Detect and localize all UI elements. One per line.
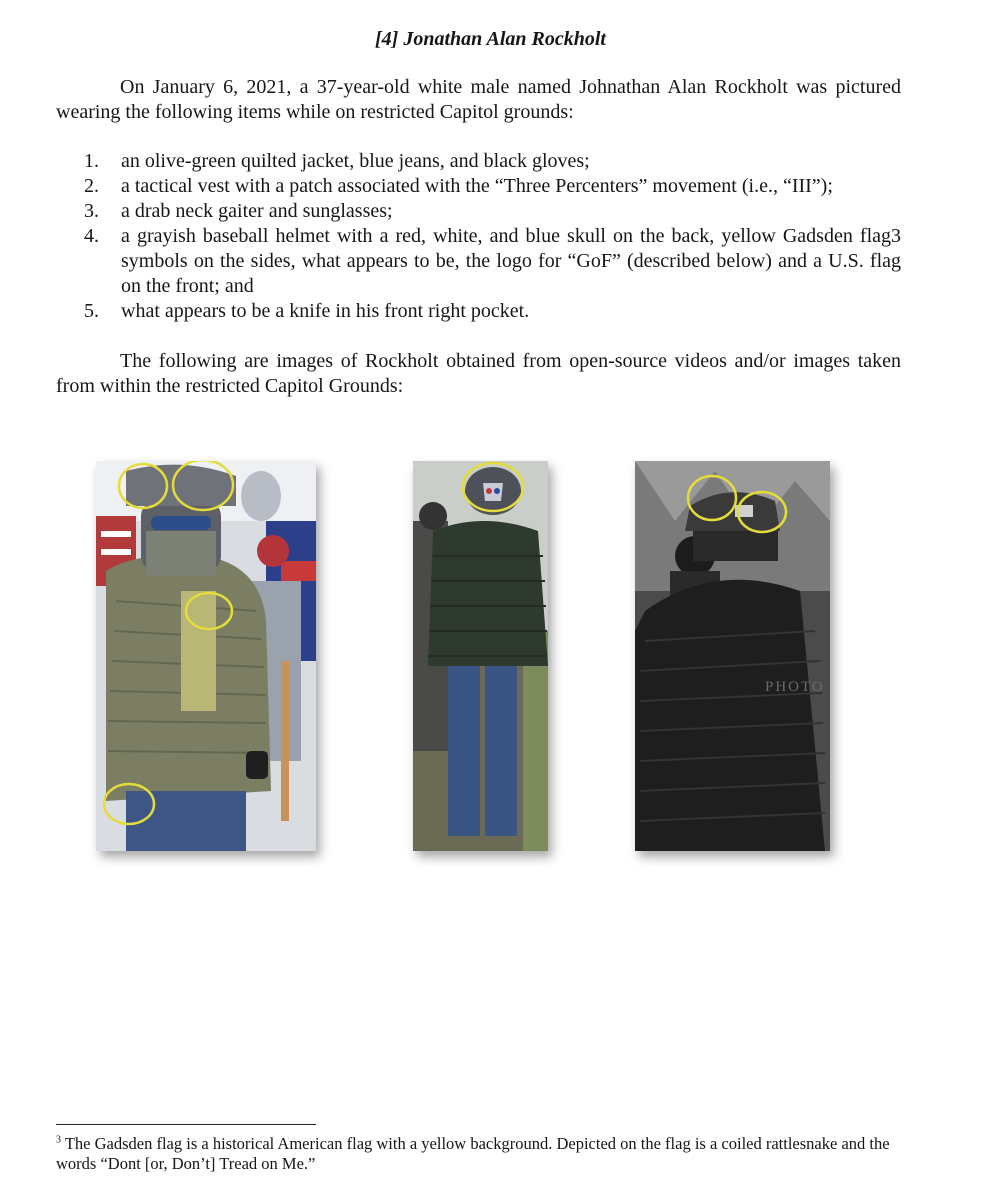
list-item-number: 2. <box>84 175 99 197</box>
footnote-marker: 3 <box>56 1134 61 1146</box>
list-item <box>56 174 901 199</box>
intro-paragraph: On January 6, 2021, a 37-year-old white male named Johnathan Alan Rockholt was pictured wearing the following items while on restricted Capitol grounds: <box>56 76 901 123</box>
list-item-number: 4. <box>84 225 99 247</box>
photo-rear-view <box>413 461 548 851</box>
list-item-text: what appears to be a knife in his front right pocket. <box>121 300 530 322</box>
list-item <box>56 149 901 174</box>
photo-side-view-image <box>635 461 830 851</box>
list-item-number: 5. <box>84 300 99 322</box>
items-list <box>56 149 901 324</box>
footnote-divider <box>56 1124 316 1125</box>
list-item <box>56 199 901 224</box>
photo-front-view <box>96 461 316 851</box>
list-item-text: an olive-green quilted jacket, blue jeans, and black gloves; <box>121 150 590 172</box>
list-item <box>56 299 901 324</box>
list-item-number: 3. <box>84 200 99 222</box>
section-heading: [4] Jonathan Alan Rockholt <box>375 28 606 50</box>
footnote <box>56 1134 901 1174</box>
photo-front-view-image <box>96 461 316 851</box>
photo-watermark: PHOTO <box>765 679 825 695</box>
list-item-number: 1. <box>84 150 99 172</box>
images-paragraph: The following are images of Rockholt obtained from open-source videos and/or images taken from within the restricted Capitol Grounds: <box>56 350 901 397</box>
footnote-text: The Gadsden flag is a historical American flag with a yellow background. Depicted on the flag is a coiled rattlesnake and the words “Dont [or, Don’t] Tread on Me.” <box>56 1134 890 1173</box>
list-item <box>56 224 901 299</box>
photo-side-view <box>635 461 830 851</box>
list-item-text: a tactical vest with a patch associated with the “Three Percenters” movement (i.e., “III”); <box>121 175 833 197</box>
photo-rear-view-image <box>413 461 548 851</box>
list-item-text: a drab neck gaiter and sunglasses; <box>121 200 393 222</box>
list-item-text: a grayish baseball helmet with a red, white, and blue skull on the back, yellow Gadsden flag3 symbols on the sides, what appears to be, the logo for “GoF” (described below) and a U.S. flag on the front; and <box>121 225 901 297</box>
